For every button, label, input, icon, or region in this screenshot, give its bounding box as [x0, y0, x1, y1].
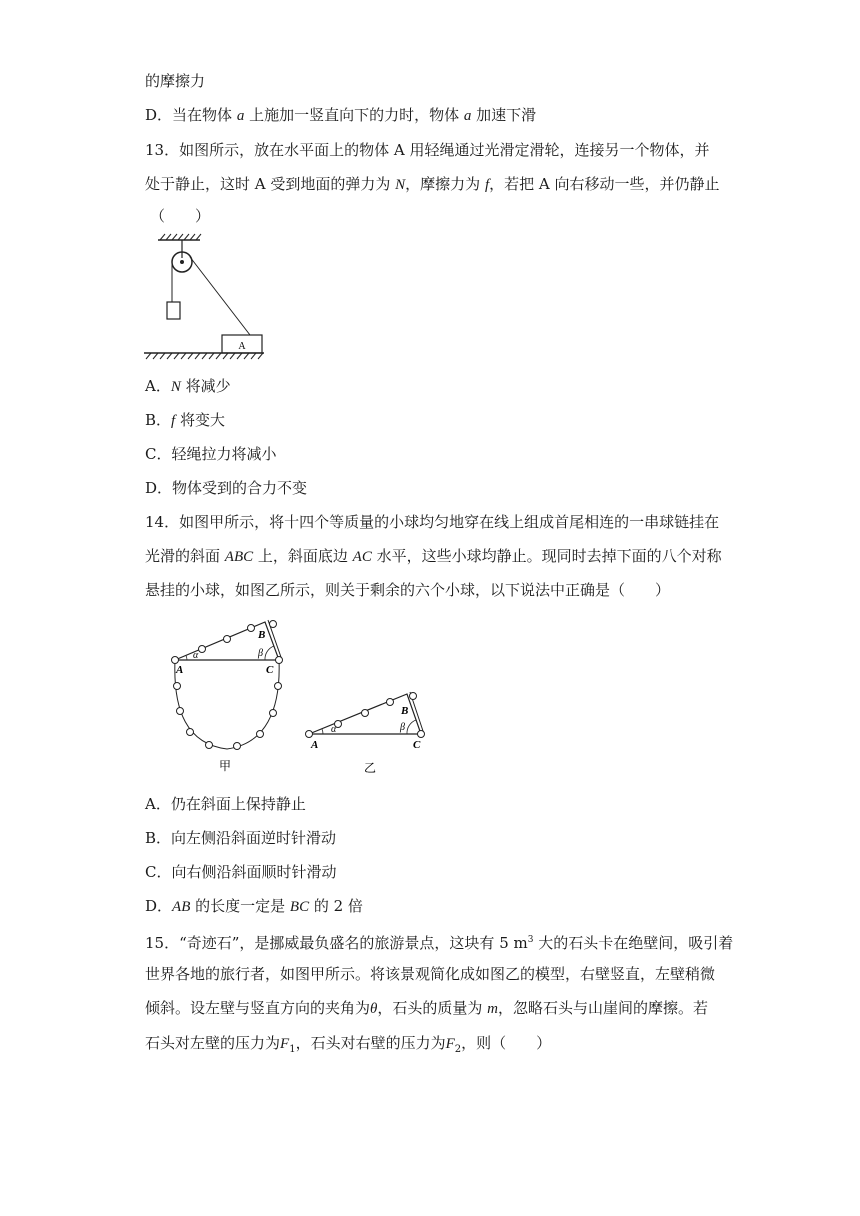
q12-option-d[interactable]: D．当在物体 a 上施加一竖直向下的力时，物体 a 加速下滑: [145, 106, 537, 124]
svg-text:B: B: [258, 629, 266, 641]
caption-jia: 甲: [219, 759, 232, 773]
svg-text:A: A: [311, 739, 319, 751]
svg-text:C: C: [413, 739, 421, 751]
q15-stem-line2: 世界各地的旅行者，如图甲所示。将该景观简化成如图乙的模型，右壁竖直，左壁稍微: [145, 965, 716, 983]
svg-text:β: β: [258, 648, 263, 659]
svg-text:A: A: [176, 664, 184, 676]
svg-text:β: β: [400, 722, 405, 733]
q14-figure-yi: [305, 688, 435, 774]
q14-figure-jia: [165, 616, 290, 776]
q13-stem-line2: 处于静止，这时 A 受到地面的弹力为 N，摩擦力为 f，若把 A 向右移动一些，并仍静止: [145, 175, 720, 193]
q13-option-d[interactable]: D．物体受到的合力不变: [145, 479, 308, 497]
svg-text:B: B: [401, 705, 409, 717]
q13-stem-line1: 13．如图所示，放在水平面上的物体 A 用轻绳通过光滑定滑轮，连接另一个物体，并: [145, 141, 710, 159]
q14-stem-line2: 光滑的斜面 ABC 上，斜面底边 AC 水平，这些小球均静止。现同时去掉下面的八个对称: [145, 547, 722, 565]
q15-stem-line1: 15．“奇迹石”，是挪威最负盛名的旅游景点，这块有 5 $m^3$ 大的石头卡在绝壁间，吸引着: [145, 934, 734, 952]
q14-stem-line1: 14．如图甲所示，将十四个等质量的小球均匀地穿在线上组成首尾相连的一串球链挂在: [145, 513, 720, 531]
q13-answer-paren: （ ）: [150, 207, 211, 225]
q12-tail-text: 的摩擦力: [145, 72, 206, 90]
q13-option-c[interactable]: C．轻绳拉力将减小: [145, 445, 277, 463]
hanging-block: [167, 302, 180, 319]
svg-text:α: α: [331, 724, 337, 735]
q13-pulley-figure: [140, 232, 270, 362]
q14-option-a[interactable]: A．仍在斜面上保持静止: [145, 795, 306, 813]
q15-stem-line4: 石头对左壁的压力为$F_1$，石头对右壁的压力为$F_2$，则（ ）: [145, 1034, 552, 1055]
block-a-label: A: [238, 341, 246, 352]
q15-stem-line3: 倾斜。设左壁与竖直方向的夹角为θ，石头的质量为 m，忽略石头与山崖间的摩擦。若: [145, 999, 709, 1017]
svg-text:C: C: [266, 664, 274, 676]
q13-option-b[interactable]: B．f 将变大: [145, 411, 225, 429]
q14-option-b[interactable]: B．向左侧沿斜面逆时针滑动: [145, 829, 337, 847]
q14-option-d[interactable]: D．AB 的长度一定是 BC 的 2 倍: [145, 897, 363, 915]
q14-stem-line3: 悬挂的小球，如图乙所示，则关于剩余的六个小球，以下说法中正确是（ ）: [145, 581, 671, 599]
q14-option-c[interactable]: C．向右侧沿斜面顺时针滑动: [145, 863, 337, 881]
q13-option-a[interactable]: A．N 将减少: [145, 377, 231, 395]
svg-text:α: α: [193, 650, 199, 661]
caption-yi: 乙: [364, 761, 377, 775]
